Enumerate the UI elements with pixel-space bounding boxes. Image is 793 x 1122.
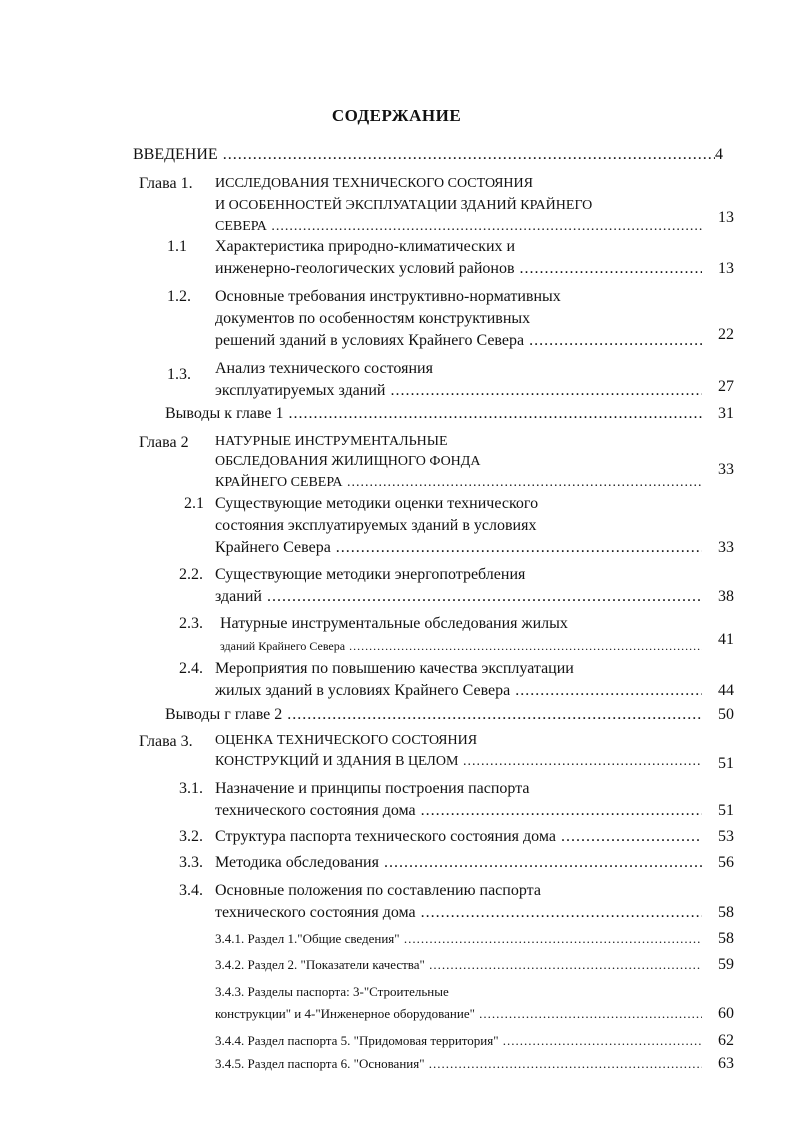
section-number: 3.1. [179, 780, 203, 797]
toc-page-number: 33 [718, 539, 734, 556]
section-number: 2.4. [179, 660, 203, 677]
section-number: 1.1 [167, 238, 187, 255]
toc-entry-label: Выводы к главе 1 ..... [165, 403, 702, 425]
toc-page-number: 58 [718, 930, 734, 947]
toc-entry-line: Существующие методики оценки технического [215, 495, 539, 512]
section-number: 2.1 [184, 495, 204, 512]
toc-entry-line: КРАЙНЕГО СЕВЕРА ..... [215, 472, 702, 493]
toc-entry-line: зданий Крайнего Севера ..... [220, 635, 702, 657]
toc-page-number: 60 [718, 1005, 734, 1022]
toc-page-number: 4 [715, 146, 723, 163]
toc-entry-line: ИССЛЕДОВАНИЯ ТЕХНИЧЕСКОГО СОСТОЯНИЯ [215, 176, 533, 191]
toc-entry-line: НАТУРНЫЕ ИНСТРУМЕНТАЛЬНЫЕ [215, 434, 448, 449]
section-number: 3.3. [179, 854, 203, 871]
toc-entry-line: Основные положения по составлению паспорта [215, 882, 541, 899]
section-number: 3.4. [179, 882, 203, 899]
toc-entry-line: жилых зданий в условиях Крайнего Севера ..... [215, 680, 702, 702]
toc-page-number: 27 [718, 378, 734, 395]
toc-entry-line: Структура паспорта технического состояния дома ..... [215, 826, 702, 848]
toc-page-number: 38 [718, 588, 734, 605]
toc-entry-line: зданий ..... [215, 586, 702, 608]
chapter-number: Глава 3. [139, 733, 193, 750]
toc-entry-line: СЕВЕРА ..... [215, 217, 702, 237]
toc-page-number: 13 [718, 209, 734, 226]
toc-entry-line: ОБСЛЕДОВАНИЯ ЖИЛИЩНОГО ФОНДА [215, 454, 481, 469]
toc-entry-line: Характеристика природно-климатических и [215, 238, 516, 255]
toc-page-number: 56 [718, 854, 734, 871]
toc-page-number: 50 [718, 706, 734, 723]
toc-page-number: 53 [718, 828, 734, 845]
toc-entry-line: 3.4.4. Раздел паспорта 5. "Придомовая территория" ..... [215, 1030, 702, 1052]
toc-entry-line: 3.4.1. Раздел 1."Общие сведения" ..... [215, 928, 702, 950]
toc-page-number: 62 [718, 1032, 734, 1049]
toc-page-number: 31 [718, 405, 734, 422]
toc-page-number: 59 [718, 956, 734, 973]
chapter-number: Глава 1. [139, 175, 193, 192]
toc-entry-line: Основные требования инструктивно-нормативных [215, 288, 561, 305]
toc-page-number: 58 [718, 904, 734, 921]
toc-entry-line: конструкции" и 4-"Инженерное оборудование" ..... [215, 1003, 702, 1025]
toc-entry-line: состояния эксплуатируемых зданий в условиях [215, 517, 537, 534]
page-title: СОДЕРЖАНИЕ [331, 106, 462, 125]
toc-entry-line: ОЦЕНКА ТЕХНИЧЕСКОГО СОСТОЯНИЯ [215, 733, 478, 748]
toc-entry-label: Выводы г главе 2 ..... [165, 704, 702, 726]
toc-entry-line: Натурные инструментальные обследования жилых [220, 615, 568, 632]
toc-page-number: 51 [718, 755, 734, 772]
toc-page-number: 51 [718, 802, 734, 819]
toc-entry-line: Методика обследования ..... [215, 852, 702, 874]
toc-entry-line: Анализ технического состояния [215, 360, 433, 377]
section-number: 1.2. [167, 288, 191, 305]
toc-entry-line: Назначение и принципы построения паспорта [215, 780, 530, 797]
toc-entry-line: Мероприятия по повышению качества эксплуатации [215, 660, 574, 677]
toc-entry-line: КОНСТРУКЦИЙ И ЗДАНИЯ В ЦЕЛОМ ..... [215, 751, 702, 773]
chapter-number: Глава 2 [139, 434, 189, 451]
section-number: 2.2. [179, 566, 203, 583]
toc-entry-label: ВВЕДЕНИЕ ..... [133, 144, 715, 166]
section-number: 3.2. [179, 828, 203, 845]
toc-page-number: 44 [718, 682, 734, 699]
section-number: 1.3. [167, 366, 191, 383]
toc-entry-line: эксплуатируемых зданий ..... [215, 380, 702, 402]
toc-page-number: 13 [718, 260, 734, 277]
toc-entry-line: технического состояния дома ..... [215, 800, 702, 822]
toc-page-number: 41 [718, 631, 734, 648]
toc-entry-line: 3.4.2. Раздел 2. "Показатели качества" ..... [215, 954, 702, 976]
toc-entry-line: Существующие методики энергопотребления [215, 566, 526, 583]
toc-entry-line: Крайнего Севера ..... [215, 537, 702, 559]
toc-entry-line: решений зданий в условиях Крайнего Севера ..... [215, 330, 702, 352]
toc-page-number: 22 [718, 326, 734, 343]
toc-entry-line: И ОСОБЕННОСТЕЙ ЭКСПЛУАТАЦИИ ЗДАНИЙ КРАЙНЕГО [215, 198, 593, 213]
toc-entry-line: инженерно-геологических условий районов ..... [215, 258, 702, 280]
toc-entry-line: технического состояния дома ..... [215, 902, 702, 924]
toc-page-number: 63 [718, 1055, 734, 1072]
section-number: 2.3. [179, 615, 203, 632]
toc-entry-line: 3.4.3. Разделы паспорта: 3-"Строительные [215, 984, 449, 999]
toc-entry-line: 3.4.5. Раздел паспорта 6. "Основания" ..... [215, 1053, 702, 1075]
toc-page-number: 33 [718, 461, 734, 478]
toc-entry-line: документов по особенностям конструктивных [215, 310, 531, 327]
